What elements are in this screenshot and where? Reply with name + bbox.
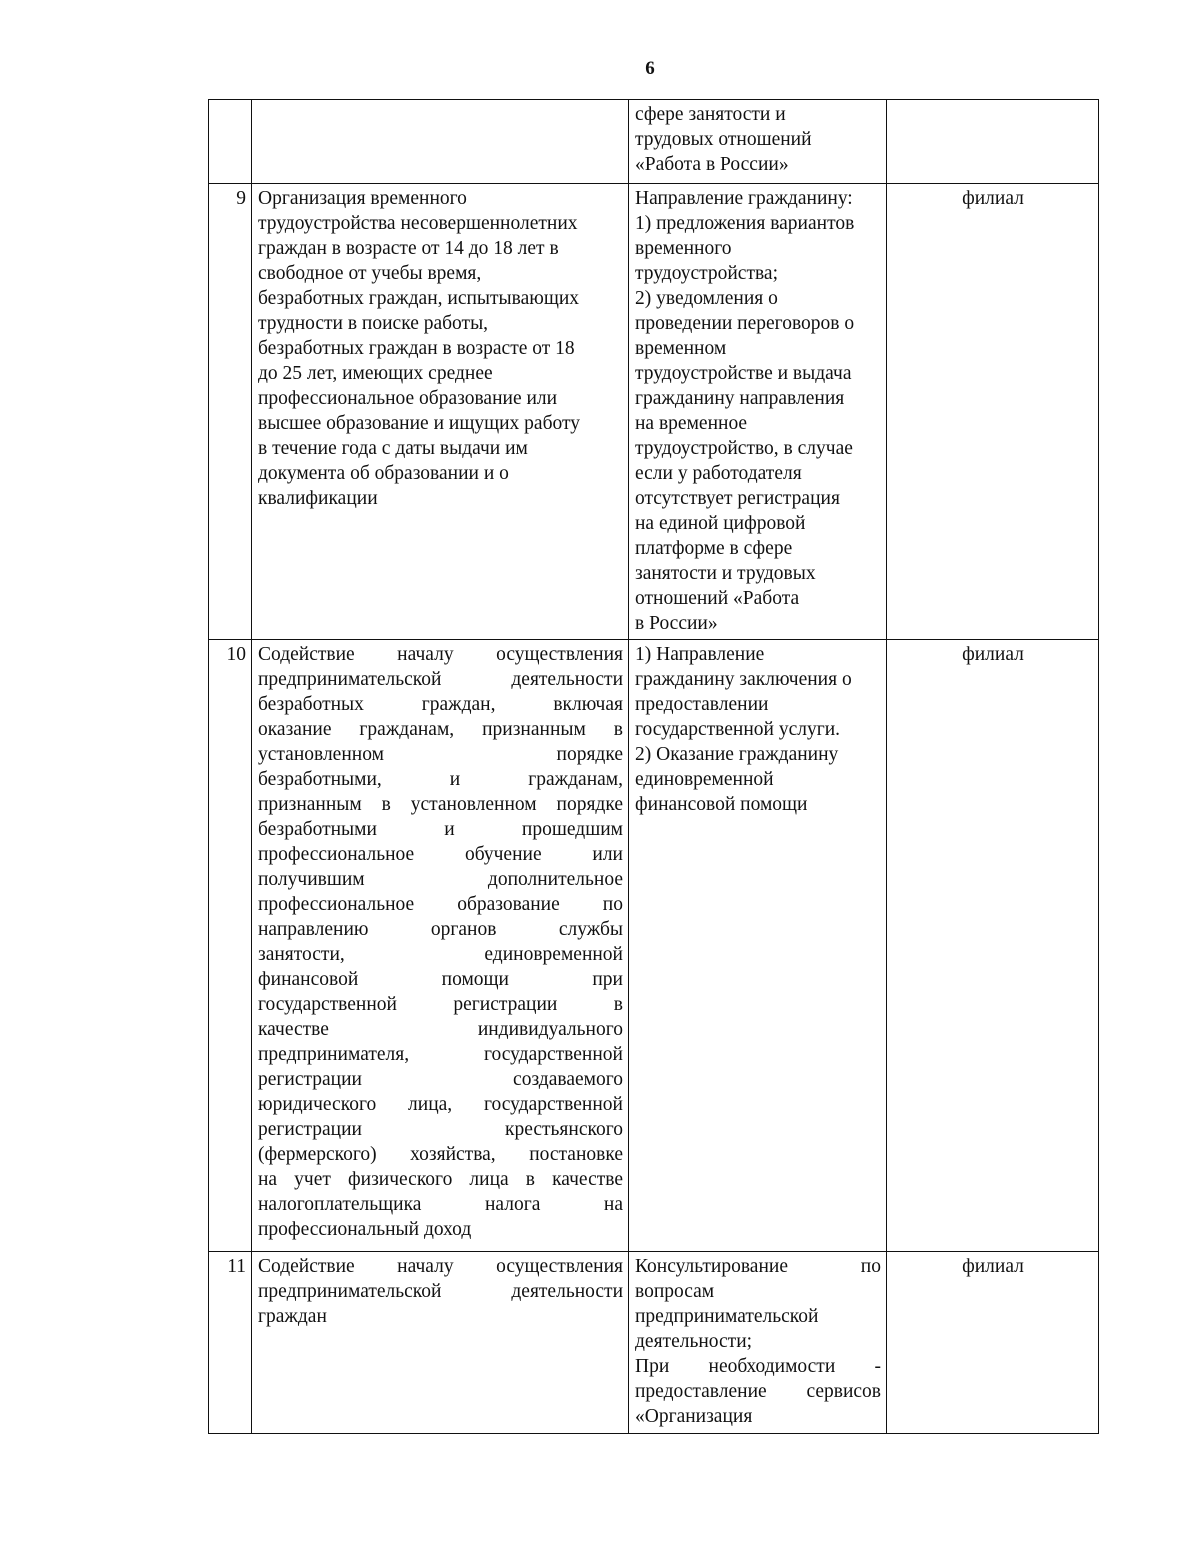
result-line: финансовой помощи [635,794,808,815]
result-line: временного [635,238,732,259]
result-line: Направление гражданину: [635,188,853,209]
result-line: «Работа в России» [635,154,789,175]
service-name-line: на учет физического лица в качестве [258,1169,623,1190]
result-line: 1) предложения вариантов [635,213,855,234]
table-row [209,640,1099,1252]
result-line: При необходимости - [635,1356,881,1377]
result-line: платформе в сфере [635,538,793,559]
result-line: гражданину заключения о [635,669,852,690]
service-name-cell [252,184,629,640]
result-line: трудоустройство, в случае [635,438,853,459]
result-cell [629,640,887,1252]
service-name-line: профессиональное образование или [258,388,558,409]
result-line: трудоустройства; [635,263,779,284]
service-name-line: Организация временного [258,188,467,209]
result-line: Консультирование по [635,1256,881,1277]
row-number-cell [209,100,252,184]
service-name-line: предпринимателя, государственной [258,1044,623,1065]
service-name-line: безработных граждан, испытывающих [258,288,580,309]
service-name-line: качестве индивидуального [258,1019,623,1040]
service-name-line: направлению органов службы [258,919,623,940]
service-name-line: юридического лица, государственной [258,1094,623,1115]
service-name-line: признанным в установленном порядке [258,794,623,815]
services-table [208,99,1099,1434]
service-name-line: трудоустройства несовершеннолетних [258,213,578,234]
row-number-cell: 9 [209,184,252,640]
row-number-cell: 11 [209,1252,252,1434]
service-name-line: квалификации [258,488,378,509]
service-name-line: установленном порядке [258,744,623,765]
service-name-line: документа об образовании и о [258,463,509,484]
result-line: отношений «Работа [635,588,800,609]
executor-cell: филиал [887,184,1099,640]
service-name-line: профессиональное обучение или [258,844,623,865]
result-cell [629,1252,887,1434]
service-name-cell [252,1252,629,1434]
service-name-line: налогоплательщика налога на [258,1194,623,1215]
result-line: предоставление сервисов [635,1381,881,1402]
row-number-cell: 10 [209,640,252,1252]
result-line: 2) Оказание гражданину [635,744,839,765]
result-line: гражданину направления [635,388,845,409]
result-line: деятельности; [635,1331,753,1352]
result-line: 1) Направление [635,644,765,665]
result-line: единовременной [635,769,774,790]
service-name-line: оказание гражданам, признанным в [258,719,623,740]
service-name-line: предпринимательской деятельности [258,669,623,690]
service-name-line: Содействие началу осуществления [258,644,623,665]
result-line: предоставлении [635,694,769,715]
service-name-line: Содействие началу осуществления [258,1256,623,1277]
service-name-line: занятости, единовременной [258,944,623,965]
service-name-line: безработных граждан, включая [258,694,623,715]
service-name-line: безработными и прошедшим [258,819,623,840]
result-line: трудовых отношений [635,129,812,150]
service-name-line: регистрации создаваемого [258,1069,623,1090]
service-name-line: предпринимательской деятельности [258,1281,623,1302]
result-line: сфере занятости и [635,104,786,125]
page-number: 6 [645,58,655,79]
result-line: государственной услуги. [635,719,841,740]
service-name-line: граждан [258,1306,327,1327]
result-cell [629,100,887,184]
service-name-cell [252,100,629,184]
executor-cell: филиал [887,640,1099,1252]
service-name-line: безработными, и гражданам, [258,769,623,790]
executor-cell [887,100,1099,184]
service-name-line: получившим дополнительное [258,869,623,890]
result-line: трудоустройстве и выдача [635,363,852,384]
service-name-line: трудности в поиске работы, [258,313,489,334]
result-line: на единой цифровой [635,513,806,534]
service-name-line: высшее образование и ищущих работу [258,413,581,434]
result-line: вопросам [635,1281,715,1302]
result-line: предпринимательской [635,1306,819,1327]
service-name-line: государственной регистрации в [258,994,623,1015]
table-row [209,184,1099,640]
result-line: на временное [635,413,748,434]
service-name-line: профессиональный доход [258,1219,472,1240]
result-line: если у работодателя [635,463,802,484]
result-cell [629,184,887,640]
result-line: проведении переговоров о [635,313,855,334]
service-name-line: профессиональное образование по [258,894,623,915]
service-name-line: граждан в возрасте от 14 до 18 лет в [258,238,559,259]
table-row [209,1252,1099,1434]
service-name-line: (фермерского) хозяйства, постановке [258,1144,623,1165]
result-line: отсутствует регистрация [635,488,840,509]
result-line: 2) уведомления о [635,288,778,309]
result-line: в России» [635,613,718,634]
service-name-line: регистрации крестьянского [258,1119,623,1140]
table-row [209,100,1099,184]
service-name-line: финансовой помощи при [258,969,623,990]
service-name-line: безработных граждан в возрасте от 18 [258,338,575,359]
service-name-line: свободное от учебы время, [258,263,482,284]
service-name-cell [252,640,629,1252]
result-line: «Организация [635,1406,753,1427]
service-name-line: до 25 лет, имеющих среднее [258,363,493,384]
result-line: занятости и трудовых [635,563,816,584]
service-name-line: в течение года с даты выдачи им [258,438,528,459]
executor-cell: филиал [887,1252,1099,1434]
result-line: временном [635,338,727,359]
